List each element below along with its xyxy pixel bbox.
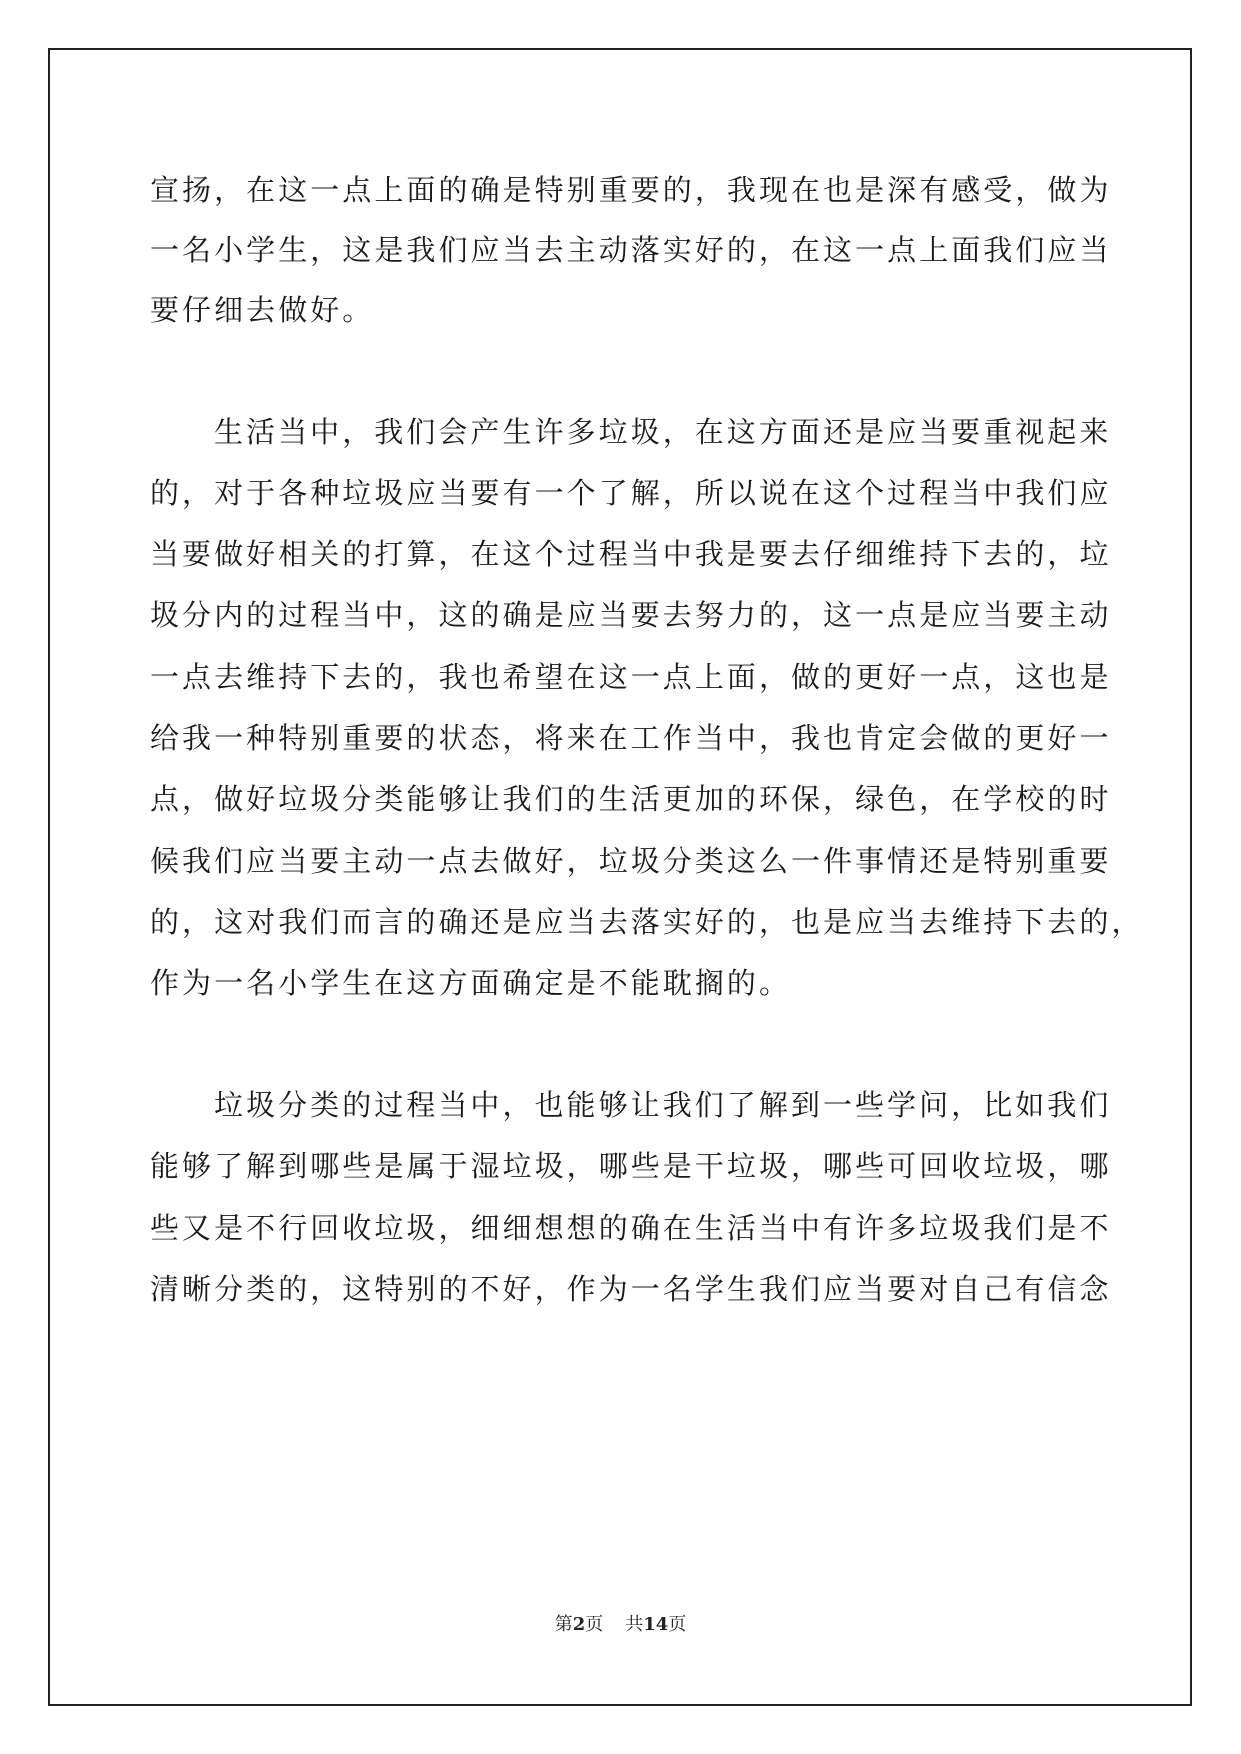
page-prefix: 第	[554, 1614, 573, 1635]
current-page-number: 2	[572, 1614, 586, 1635]
paragraph-1-line-3: 要仔细去做好。	[150, 293, 375, 327]
paragraph-2-line-8: 候我们应当要主动一点去做好，垃圾分类这么一件事情还是特别重要	[150, 844, 1112, 878]
paragraph-1-line-1: 宣扬，在这一点上面的确是特别重要的，我现在也是深有感受，做为	[150, 173, 1112, 207]
paragraph-2-line-4: 圾分内的过程当中，这的确是应当要去努力的，这一点是应当要主动	[150, 598, 1112, 632]
paragraph-3-line-3: 些又是不行回收垃圾，细细想想的确在生活当中有许多垃圾我们是不	[150, 1211, 1112, 1245]
paragraph-3-line-4: 清晰分类的，这特别的不好，作为一名学生我们应当要对自己有信念	[150, 1272, 1112, 1306]
paragraph-2-line-6: 给我一种特别重要的状态，将来在工作当中，我也肯定会做的更好一	[150, 721, 1112, 755]
page-suffix: 页	[585, 1614, 604, 1635]
paragraph-3-line-1: 垃圾分类的过程当中，也能够让我们了解到一些学问，比如我们	[214, 1088, 1112, 1122]
paragraph-2-line-3: 当要做好相关的打算，在这个过程当中我是要去仔细维持下去的，垃	[150, 537, 1112, 571]
total-prefix: 共	[625, 1614, 644, 1635]
paragraph-2-line-9: 的，这对我们而言的确还是应当去落实好的，也是应当去维持下去的，	[150, 905, 1144, 939]
paragraph-2-line-1: 生活当中，我们会产生许多垃圾，在这方面还是应当要重视起来	[214, 415, 1112, 449]
paragraph-2-line-5: 一点去维持下去的，我也希望在这一点上面，做的更好一点，这也是	[150, 660, 1112, 694]
paragraph-1-line-2: 一名小学生，这是我们应当去主动落实好的，在这一点上面我们应当	[150, 233, 1112, 267]
total-suffix: 页	[668, 1614, 687, 1635]
total-page-count: 14	[643, 1614, 669, 1635]
paragraph-3-line-2: 能够了解到哪些是属于湿垃圾，哪些是干垃圾，哪些可回收垃圾，哪	[150, 1149, 1112, 1183]
paragraph-2-line-2: 的，对于各种垃圾应当要有一个了解，所以说在这个过程当中我们应	[150, 476, 1112, 510]
paragraph-2-line-10: 作为一名小学生在这方面确定是不能耽搁的。	[150, 966, 792, 1000]
paragraph-2-line-7: 点，做好垃圾分类能够让我们的生活更加的环保，绿色，在学校的时	[150, 782, 1112, 816]
page-number-footer	[0, 1613, 1241, 1637]
